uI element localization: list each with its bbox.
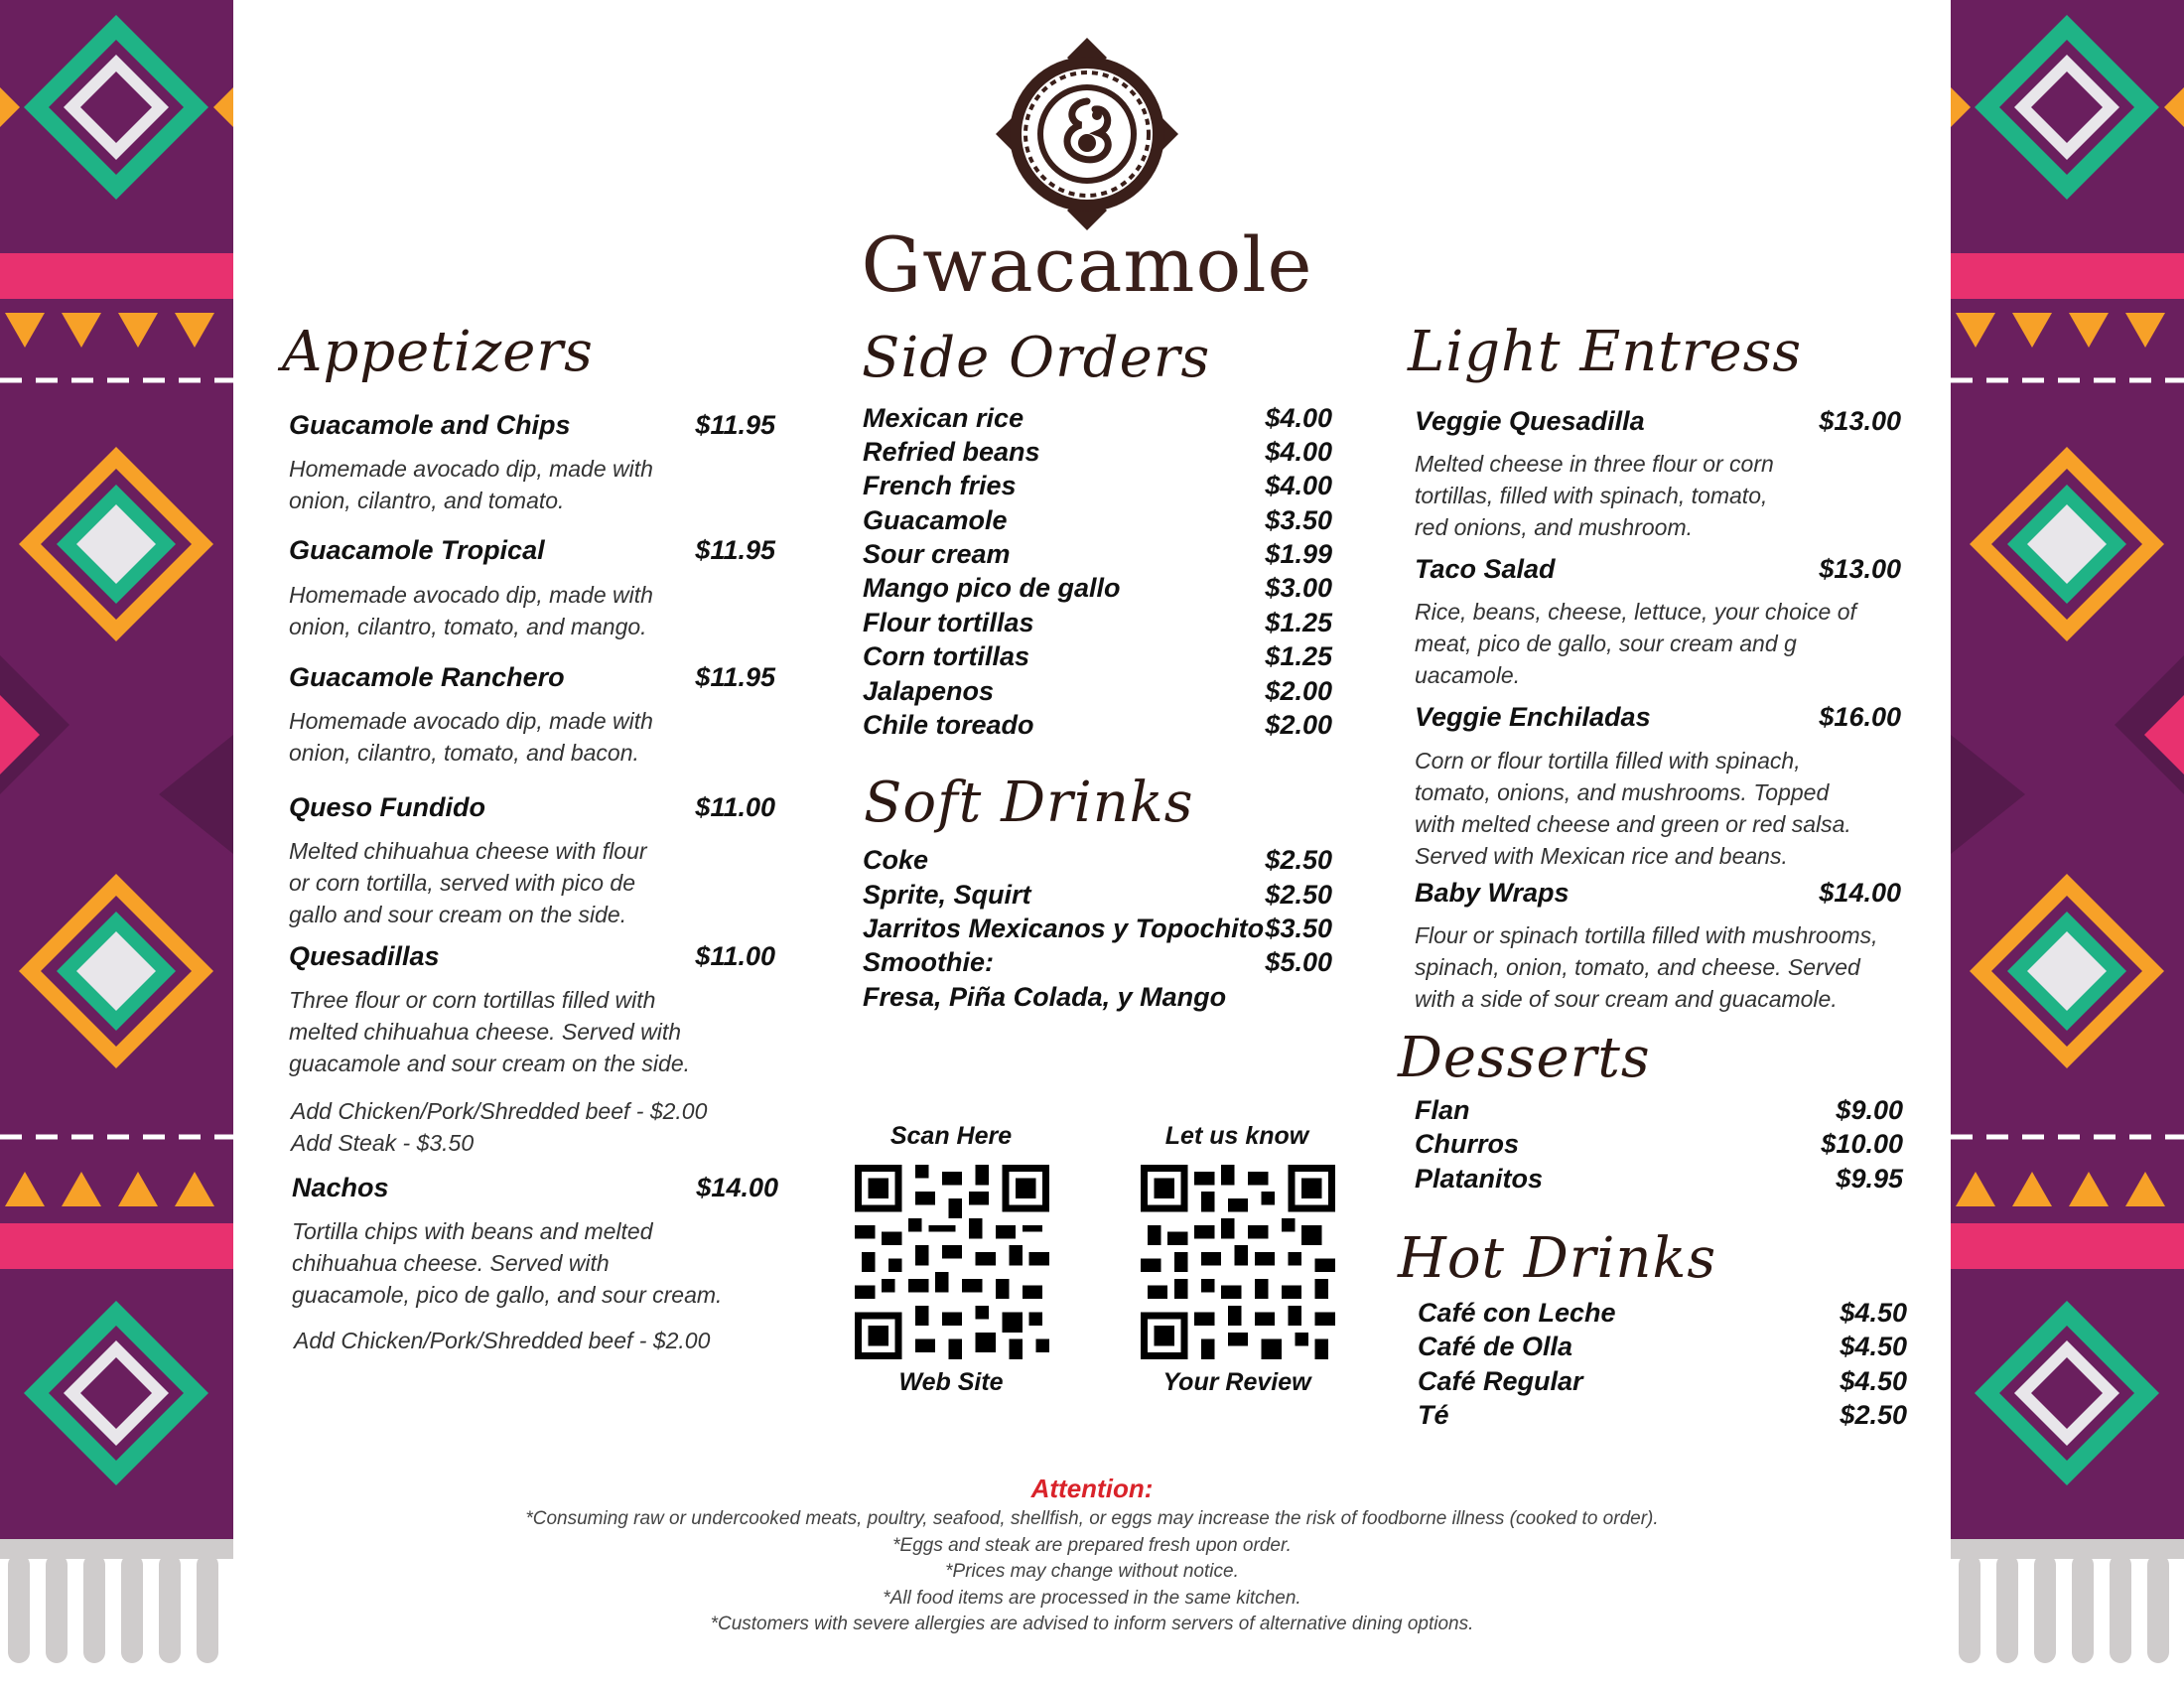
- item-price: $13.00: [1819, 554, 1901, 584]
- restaurant-name: Gwacamole: [861, 220, 1313, 309]
- attention-line: *Prices may change without notice.: [945, 1561, 1239, 1582]
- menu-item: [863, 471, 1332, 501]
- menu-item: [289, 535, 775, 566]
- menu-item: [289, 792, 775, 823]
- item-description: Flour or spinach tortilla filled with mushrooms, spinach, onion, tomato, and cheese. Served with a side of sour cream and guacamole.: [1415, 922, 1878, 1012]
- item-price: $9.95: [1836, 1164, 1903, 1194]
- item-price: $13.00: [1819, 406, 1901, 436]
- menu-item: [863, 641, 1332, 672]
- addon-options: Add Chicken/Pork/Shredded beef - $2.00 Add Steak - $3.50: [291, 1098, 708, 1156]
- menu-item: [1418, 1366, 1907, 1397]
- item-description: Melted chihuahua cheese with flour or corn tortilla, served with pico de gallo and sour cream on the side.: [289, 838, 647, 927]
- item-name: Fresa, Piña Colada, y Mango: [863, 982, 1227, 1012]
- attention-line: *All food items are processed in the same kitchen.: [883, 1588, 1301, 1609]
- item-price: $11.00: [695, 941, 775, 971]
- menu-item: [863, 505, 1332, 536]
- item-name: Guacamole and Chips: [289, 410, 571, 440]
- item-description: Homemade avocado dip, made with onion, cilantro, and tomato.: [289, 456, 653, 513]
- aztec-pattern-right: [1951, 0, 2184, 1688]
- attention-title: Attention:: [1030, 1474, 1154, 1503]
- menu-item: [863, 880, 1332, 911]
- qr-review-label-bottom: Your Review: [1162, 1368, 1311, 1396]
- item-price: $1.25: [1265, 641, 1332, 671]
- light-entrees-title: Light Entress: [1408, 320, 1803, 384]
- menu-item: [1418, 1332, 1907, 1362]
- item-price: $5.00: [1265, 947, 1332, 977]
- qr-code-website-icon[interactable]: [855, 1165, 1049, 1359]
- menu-item: [289, 410, 775, 441]
- item-description: Rice, beans, cheese, lettuce, your choice of meat, pico de gallo, sour cream and g uacamole.: [1415, 599, 1856, 688]
- item-description: Three flour or corn tortillas filled with melted chihuahua cheese. Served with guacamole and sour cream on the side.: [289, 987, 691, 1076]
- item-name: Churros: [1415, 1129, 1520, 1159]
- item-price: $4.50: [1840, 1366, 1907, 1396]
- qr-code-review-icon[interactable]: [1141, 1165, 1335, 1359]
- menu-item: [863, 608, 1332, 638]
- attention-line: *Consuming raw or undercooked meats, poultry, seafood, shellfish, or eggs may increase the risk of foodborne illness (cooked to order).: [525, 1508, 1659, 1529]
- item-name: Corn tortillas: [863, 641, 1030, 671]
- item-name: Taco Salad: [1415, 554, 1556, 584]
- item-price: $2.50: [1265, 880, 1332, 910]
- item-name: Veggie Quesadilla: [1415, 406, 1645, 436]
- hot-drinks-title: Hot Drinks: [1398, 1226, 1717, 1291]
- item-name: Nachos: [292, 1173, 389, 1202]
- menu-item: [863, 710, 1332, 741]
- right-decorative-border: [1951, 0, 2184, 1688]
- item-name: Sprite, Squirt: [863, 880, 1031, 910]
- item-price: $10.00: [1821, 1129, 1903, 1159]
- qr-review-label-top: Let us know: [1164, 1122, 1309, 1150]
- item-price: $4.00: [1265, 471, 1332, 500]
- menu-item: [1418, 1400, 1907, 1431]
- item-description: Tortilla chips with beans and melted chihuahua cheese. Served with guacamole, pico de gallo, and sour cream.: [292, 1218, 723, 1308]
- item-name: Mango pico de gallo: [863, 573, 1121, 603]
- item-name: Baby Wraps: [1415, 878, 1570, 908]
- item-price: $2.50: [1265, 845, 1332, 875]
- menu-item: [863, 403, 1332, 434]
- menu-item: [863, 845, 1332, 876]
- qr-website-label-bottom: Web Site: [898, 1368, 1004, 1396]
- menu-item: [289, 941, 775, 972]
- item-name: Café Regular: [1418, 1366, 1583, 1396]
- item-description: Corn or flour tortilla filled with spinach, tomato, onions, and mushrooms. Topped with melted cheese and green or red salsa. Served with Mexican rice and beans.: [1415, 748, 1851, 869]
- item-name: Coke: [863, 845, 929, 875]
- item-price: $14.00: [1819, 878, 1901, 908]
- menu-item: [1415, 878, 1901, 909]
- menu-item: [863, 676, 1332, 707]
- item-name: Flour tortillas: [863, 608, 1034, 637]
- item-price: $2.50: [1840, 1400, 1907, 1430]
- item-price: $4.50: [1840, 1332, 1907, 1361]
- item-name: Guacamole Ranchero: [289, 662, 565, 692]
- addon-options: Add Chicken/Pork/Shredded beef - $2.00: [294, 1328, 711, 1353]
- item-name: Café de Olla: [1418, 1332, 1573, 1361]
- item-name: Café con Leche: [1418, 1298, 1616, 1328]
- item-price: $4.00: [1265, 437, 1332, 467]
- item-price: $2.00: [1265, 710, 1332, 740]
- item-name: Chile toreado: [863, 710, 1034, 740]
- item-price: $11.95: [695, 410, 775, 440]
- menu-item: [863, 982, 1332, 1013]
- item-name: Jarritos Mexicanos y Topochito: [863, 914, 1265, 943]
- menu-item: [1415, 1095, 1903, 1126]
- item-price: $11.95: [695, 535, 775, 565]
- item-name: Smoothie:: [863, 947, 994, 977]
- item-price: $3.50: [1265, 914, 1332, 943]
- menu-item: [863, 914, 1332, 944]
- item-name: Sour cream: [863, 539, 1011, 569]
- item-price: $3.50: [1265, 505, 1332, 535]
- item-description: Homemade avocado dip, made with onion, cilantro, tomato, and bacon.: [289, 708, 653, 766]
- item-price: $4.50: [1840, 1298, 1907, 1328]
- item-description: Melted cheese in three flour or corn tortillas, filled with spinach, tomato, red onions, and mushroom.: [1415, 451, 1774, 540]
- item-price: $14.00: [696, 1173, 778, 1202]
- item-name: Guacamole: [863, 505, 1008, 535]
- menu-item: [1415, 1164, 1903, 1195]
- item-name: Refried beans: [863, 437, 1040, 467]
- item-price: $11.00: [695, 792, 775, 822]
- item-name: Flan: [1415, 1095, 1470, 1125]
- item-name: Veggie Enchiladas: [1415, 702, 1651, 732]
- item-name: French fries: [863, 471, 1017, 500]
- left-decorative-border: [0, 0, 233, 1688]
- item-name: Guacamole Tropical: [289, 535, 545, 565]
- aztec-logo-icon: [988, 30, 1186, 238]
- item-name: Mexican rice: [863, 403, 1024, 433]
- item-name: Queso Fundido: [289, 792, 485, 822]
- attention-line: *Customers with severe allergies are advised to inform servers of alternative dining options.: [710, 1614, 1474, 1634]
- menu-item: [289, 662, 775, 693]
- menu-item: [863, 573, 1332, 604]
- menu-item: [1418, 1298, 1907, 1329]
- item-price: $1.25: [1265, 608, 1332, 637]
- menu-item: [1415, 702, 1901, 733]
- menu-item: [863, 437, 1332, 468]
- menu-item: [1415, 406, 1901, 437]
- desserts-title: Desserts: [1398, 1026, 1651, 1090]
- menu-item: [863, 539, 1332, 570]
- item-price: $1.99: [1265, 539, 1332, 569]
- menu-item: [1415, 554, 1901, 585]
- item-price: $2.00: [1265, 676, 1332, 706]
- soft-drinks-title: Soft Drinks: [864, 771, 1194, 835]
- menu-item: [1415, 1129, 1903, 1160]
- item-name: Platanitos: [1415, 1164, 1544, 1194]
- item-name: Té: [1418, 1400, 1449, 1430]
- side-orders-title: Side Orders: [862, 326, 1211, 390]
- item-name: Quesadillas: [289, 941, 440, 971]
- menu-item: [863, 947, 1332, 978]
- item-price: $9.00: [1836, 1095, 1903, 1125]
- appetizers-title: Appetizers: [282, 320, 594, 384]
- attention-line: *Eggs and steak are prepared fresh upon order.: [892, 1535, 1292, 1556]
- item-price: $11.95: [695, 662, 775, 692]
- item-name: Jalapenos: [863, 676, 995, 706]
- item-price: $4.00: [1265, 403, 1332, 433]
- item-price: $16.00: [1819, 702, 1901, 732]
- item-price: $3.00: [1265, 573, 1332, 603]
- aztec-pattern-left: [0, 0, 233, 1688]
- qr-website-label-top: Scan Here: [889, 1122, 1013, 1150]
- item-description: Homemade avocado dip, made with onion, cilantro, tomato, and mango.: [289, 582, 653, 639]
- menu-item: [292, 1173, 778, 1203]
